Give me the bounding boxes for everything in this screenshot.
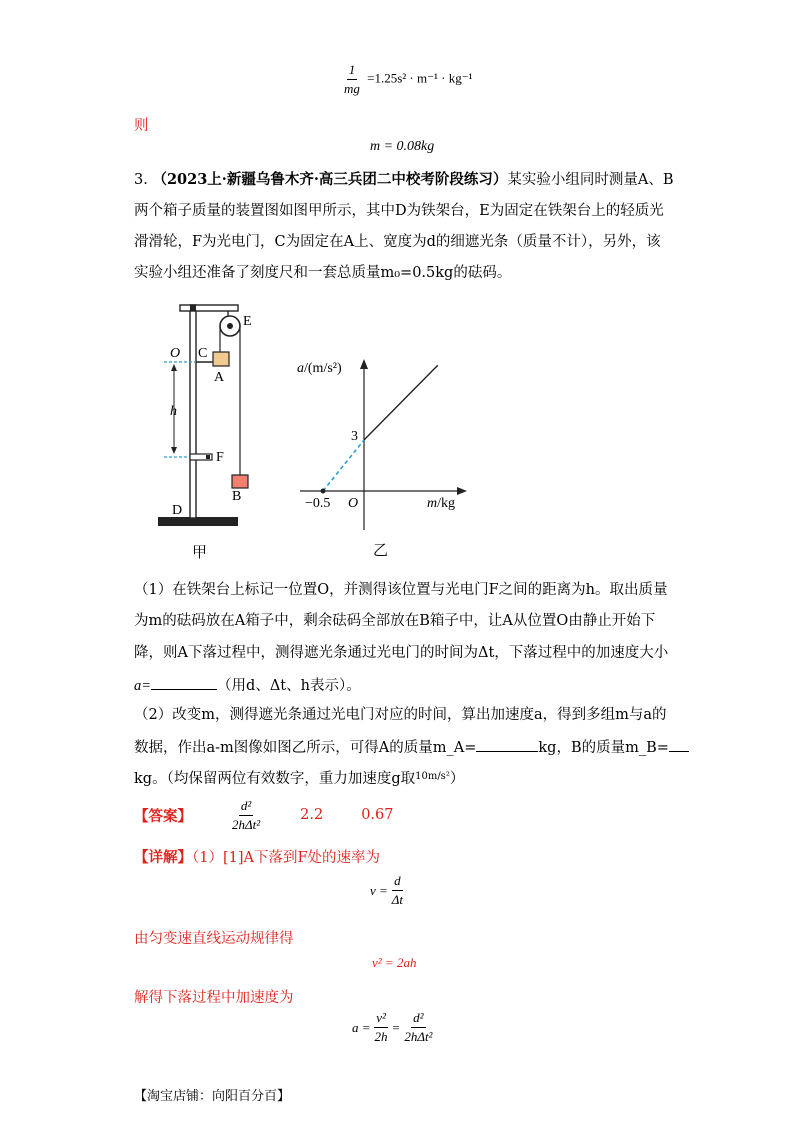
y-axis — [360, 359, 368, 530]
data-line — [364, 365, 438, 440]
extrapolated-line — [323, 440, 364, 491]
figure-yi — [295, 355, 475, 560]
figure-jia — [150, 295, 260, 560]
y-intercept-label: 3 — [351, 429, 358, 444]
label-a: A — [214, 370, 225, 385]
rule-text: 由匀变速直线运动规律得 — [134, 931, 294, 947]
part1-line-1: （1）在铁架台上标记一位置O，并测得该位置与光电门F之间的距离为h。取出质量 — [134, 582, 668, 598]
label-b: B — [232, 489, 242, 504]
question-line-3: 滑滑轮，F为光电门，C为固定在A上、宽度为d的细遮光条（质量不计），另外，该 — [134, 234, 661, 250]
answer-value-1: 2.2 — [300, 807, 324, 823]
top-formula: $\frac{1}{mg}$ =1.25s² · m⁻¹ · kg⁻¹ — [344, 62, 473, 96]
question-line-2: 两个箱子质量的装置图如图甲所示，其中D为铁架台，E为固定在铁架台上的轻质光 — [134, 203, 664, 219]
kinematic-equation: v² = 2ah — [372, 955, 417, 970]
label-o: O — [170, 346, 181, 361]
answer-label: 【答案】 — [134, 808, 192, 825]
velocity-formula: v = $\frac{d}{\Delta t}$ — [370, 873, 404, 907]
label-c: C — [198, 346, 208, 361]
origin-label: O — [348, 496, 359, 511]
label-d: D — [172, 503, 183, 518]
answer-blank-mb — [669, 737, 689, 752]
label-h: h — [170, 404, 177, 419]
label-e: E — [243, 314, 252, 329]
chart-lines — [321, 365, 438, 493]
caption-yi: 乙 — [373, 543, 389, 559]
then-label: 则 — [134, 118, 149, 134]
question-line-1: 3. （2023上·新疆乌鲁木齐·高三兵团二中校考阶段练习）某实验小组同时测量A、B — [134, 171, 674, 188]
box-b — [232, 475, 248, 488]
part2-line-2: 数据，作出a-m图像如图乙所示，可得A的质量m_A= kg，B的质量m_B= — [134, 737, 666, 758]
x-intercept-label: −0.5 — [305, 496, 331, 511]
answer-blank-ma — [476, 737, 538, 752]
answer-row: 【答案】 $\frac{\text{d²}}{\text{2hΔt²}}$ 2.2 0.67 — [134, 797, 394, 832]
part1-line-4: a= （用d、Δt、h表示）。 — [134, 675, 666, 696]
box-a — [213, 352, 229, 366]
stand-base — [158, 517, 238, 526]
answer-blank-a — [151, 675, 217, 690]
part2-line-1: （2）改变m，测得遮光条通过光电门对应的时间，算出加速度a，得到多组m与a的 — [134, 707, 667, 723]
mass-result: m = 0.08kg — [370, 139, 435, 154]
detail-header: 【详解】（1）[1]A下落到F处的速率为 — [134, 850, 381, 866]
y-axis-label: a/(m/s²) — [297, 361, 342, 376]
x-axis-label: m/kg — [427, 496, 456, 511]
part1-line-3: 降，则A下落过程中，测得遮光条通过光电门的时间为Δt，下落过程中的加速度大小 — [134, 645, 669, 661]
question-source: （2023上·新疆乌鲁木齐·高三兵团二中校考阶段练习） — [152, 171, 508, 188]
answer-value-2: 0.67 — [361, 807, 394, 823]
acceleration-formula: a = $\frac{\text{v²}}{2h}$ = $\frac{\text{d²}}{\text{2hΔt²}}$ — [352, 1010, 433, 1044]
footer-shop: 【淘宝店铺：向阳百分百】 — [134, 1089, 291, 1104]
question-line-4: 实验小组还准备了刻度尺和一套总质量m₀=0.5kg的砝码。 — [134, 265, 512, 281]
stand-pole — [190, 305, 196, 518]
part2-line-3: kg。（均保留两位有效数字，重力加速度g取$^{10m/s^2}$） — [134, 771, 465, 787]
caption-jia: 甲 — [192, 545, 208, 560]
label-f: F — [216, 450, 224, 465]
part1-line-2: 为m的砝码放在A箱子中，剩余砝码全部放在B箱子中，让A从位置O由静止开始下 — [134, 613, 656, 629]
stand-arm — [180, 305, 238, 311]
x-intercept-point — [321, 489, 326, 494]
solve-text: 解得下落过程中加速度为 — [134, 990, 294, 1006]
